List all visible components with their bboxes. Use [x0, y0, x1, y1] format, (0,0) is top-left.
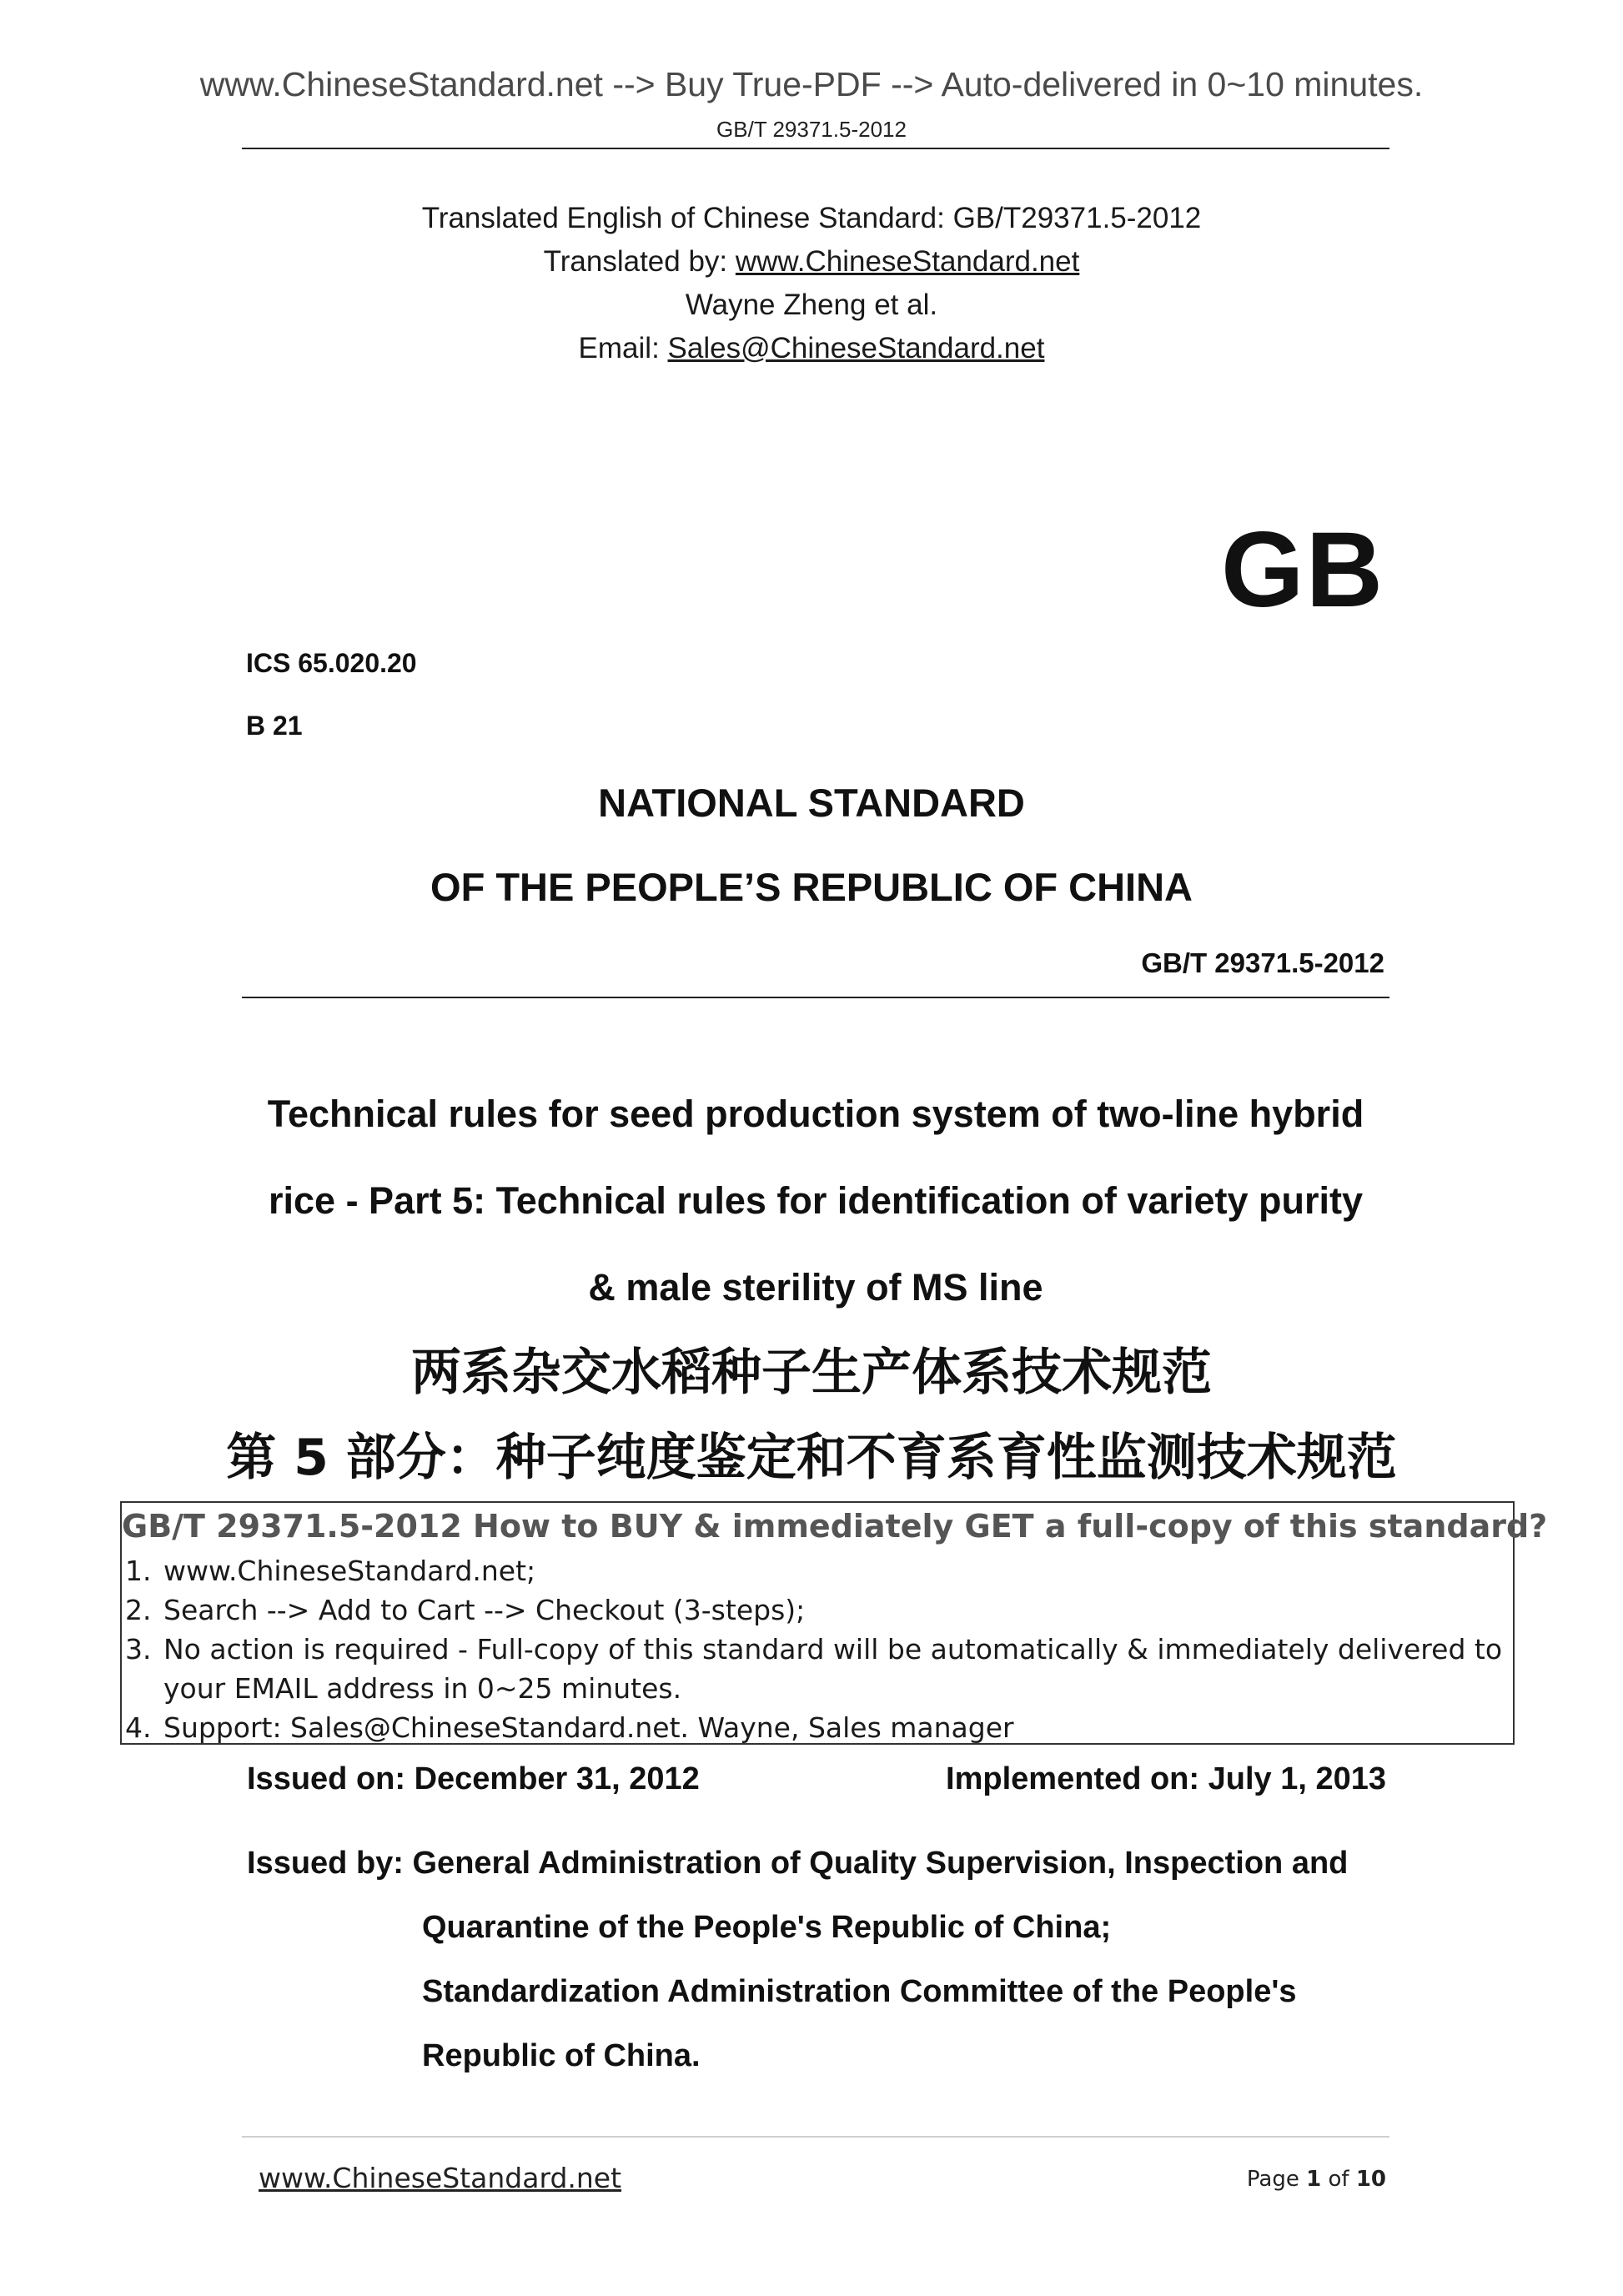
- title-en-line: rice - Part 5: Technical rules for identification of variety purity: [269, 1179, 1363, 1222]
- issuer-line: Standardization Administration Committee of the People's: [422, 1974, 1297, 2009]
- step-text: Support: Sales@ChineseStandard.net. Wayne, Sales manager: [163, 1711, 1014, 1744]
- email-line: [0, 327, 1623, 370]
- dates-row: [247, 1761, 1386, 1797]
- step-number: 3.: [125, 1633, 152, 1665]
- list-item: [125, 1590, 1505, 1630]
- buy-instructions-box: [120, 1501, 1548, 1745]
- issuer-line: Republic of China.: [422, 2038, 701, 2073]
- translated-by-label: Translated by:: [543, 245, 736, 278]
- title-chinese-line1: 两系杂交水稻种子生产体系技术规范: [411, 1344, 1212, 1402]
- buy-steps-list: [125, 1551, 1505, 1747]
- step-number: 2.: [125, 1594, 152, 1626]
- step-text: No action is required - Full-copy of this standard will be automatically & immediately delivered to your EMAIL address in 0~25 minutes.: [163, 1633, 1503, 1705]
- issued-date: Issued on: December 31, 2012: [247, 1761, 700, 1796]
- title-en-line: & male sterility of MS line: [588, 1266, 1043, 1309]
- header-doc-code: GB/T 29371.5-2012: [716, 117, 907, 142]
- list-item: [125, 1630, 1505, 1708]
- ics-code: ICS 65.020.20: [246, 648, 417, 678]
- issued-by-first-line: [247, 1831, 1398, 1896]
- page-indicator: [1247, 2167, 1386, 2192]
- footer-website-link[interactable]: www.ChineseStandard.net: [259, 2162, 622, 2194]
- issued-by-label: Issued by:: [247, 1846, 413, 1881]
- ccs-code: B 21: [246, 711, 303, 741]
- issued-by-block: [247, 1831, 1398, 2088]
- header-divider: [242, 148, 1389, 149]
- list-item: [125, 1708, 1505, 1747]
- issuer-line: Quarantine of the People's Republic of China;: [422, 1910, 1112, 1945]
- title-divider: [242, 997, 1389, 998]
- gb-mark: GB: [1221, 510, 1384, 630]
- standard-number: GB/T 29371.5-2012: [1141, 947, 1384, 978]
- page-word: Page: [1246, 2167, 1299, 2192]
- translation-line: Translated English of Chinese Standard: GB/T29371.5-2012: [421, 202, 1202, 234]
- step-number: 1.: [125, 1555, 152, 1587]
- title-chinese-line2: 第 5 部分：种子纯度鉴定和不育系育性监测技术规范: [226, 1429, 1397, 1487]
- buy-box-heading: GB/T 29371.5-2012 How to BUY & immediately GET a full-copy of this standard?: [122, 1508, 1548, 1545]
- list-item: [125, 1551, 1505, 1590]
- email-link[interactable]: Sales@ChineseStandard.net: [667, 332, 1045, 364]
- prc-heading: OF THE PEOPLE’S REPUBLIC OF CHINA: [430, 865, 1193, 909]
- footer-divider: [242, 2136, 1389, 2138]
- page-total: 10: [1355, 2167, 1386, 2192]
- title-english: [242, 1071, 1389, 1331]
- national-standard-heading: NATIONAL STANDARD: [598, 781, 1025, 825]
- issuer-line: General Administration of Quality Supervision, Inspection and: [412, 1846, 1349, 1881]
- step-number: 4.: [125, 1711, 152, 1744]
- email-label: Email:: [578, 332, 668, 364]
- title-en-line: Technical rules for seed production system of two-line hybrid: [267, 1093, 1364, 1135]
- step-text: Search --> Add to Cart --> Checkout (3-steps);: [163, 1594, 806, 1626]
- step-text[interactable]: www.ChineseStandard.net;: [163, 1555, 536, 1587]
- translated-by-line: [0, 240, 1623, 284]
- top-banner: www.ChineseStandard.net --> Buy True-PDF --> Auto-delivered in 0~10 minutes.: [199, 65, 1424, 103]
- translation-info: [0, 197, 1623, 370]
- page-current: 1: [1306, 2167, 1322, 2192]
- page-of: of: [1328, 2167, 1349, 2192]
- translator-link[interactable]: www.ChineseStandard.net: [735, 245, 1080, 278]
- translator-names: Wayne Zheng et al.: [685, 289, 938, 321]
- implemented-date: Implemented on: July 1, 2013: [946, 1761, 1386, 1796]
